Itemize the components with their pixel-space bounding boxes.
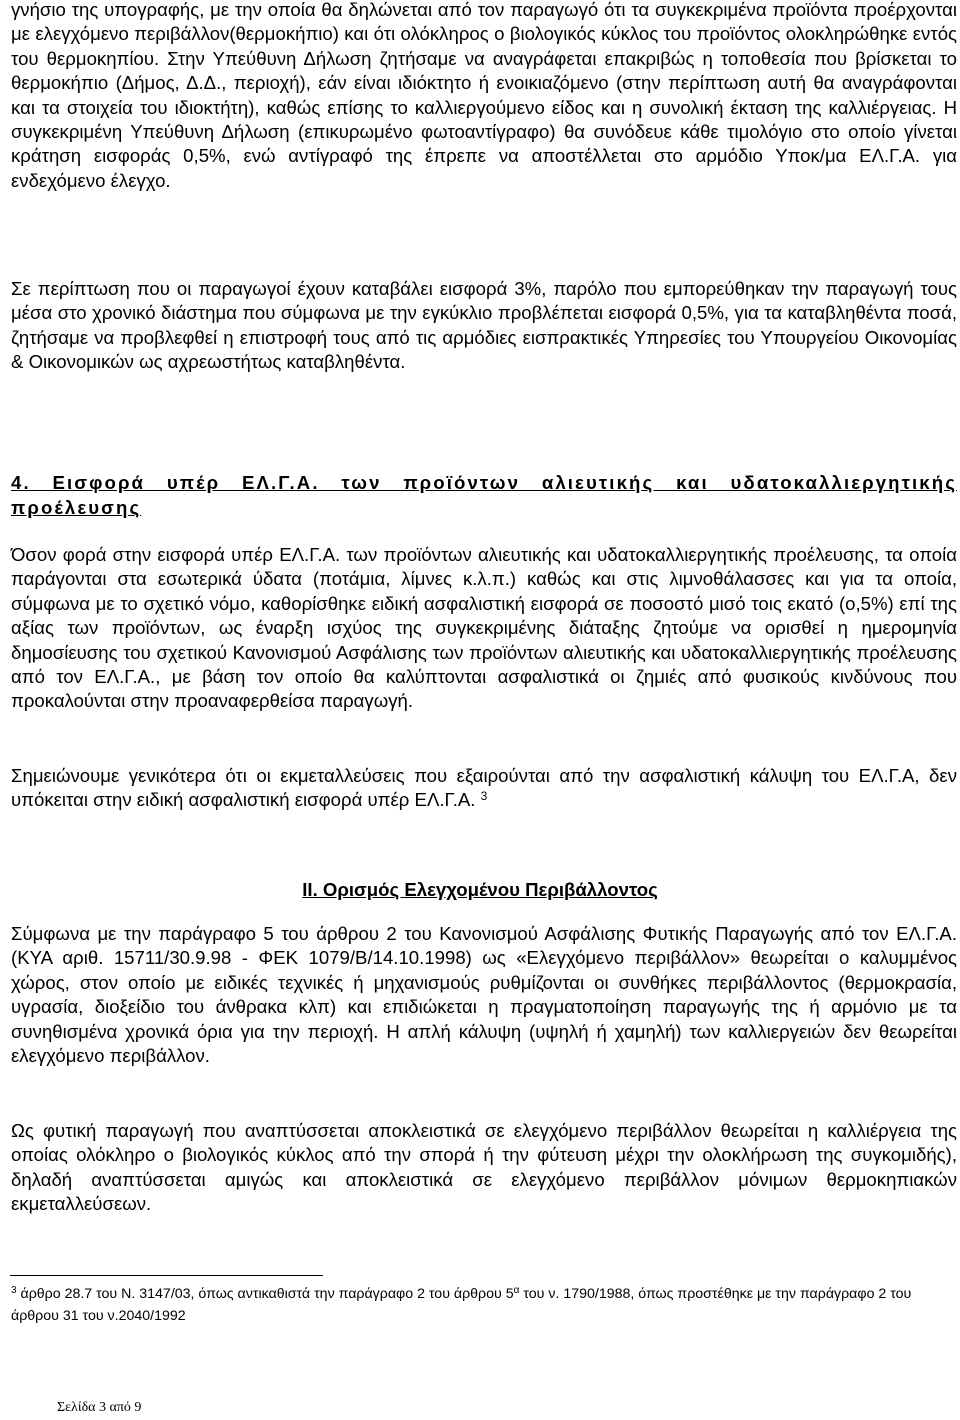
section-4-heading: 4. Εισφορά υπέρ ΕΛ.Γ.Α. των προϊόντων αλιευτικής και υδατοκαλλιεργητικής προέλευσης (11, 472, 957, 518)
paragraph-note: Σημειώνουμε γενικότερα ότι οι εκμεταλλεύσεις που εξαιρούνται από την ασφαλιστική κάλυψη του ΕΛ.Γ.Α, δεν υπόκειται στην ειδική ασφαλιστική εισφορά υπέρ ΕΛ.Γ.Α. $^3$ (11, 765, 957, 811)
footnote-superscript: α (513, 1285, 520, 1296)
footnote-reference[interactable]: 3 (480, 789, 488, 804)
footnote (11, 1284, 957, 1326)
section-II-heading: ΙΙ. Ορισμός Ελεγχομένου Περιβάλλοντος (302, 879, 658, 900)
paragraph-refund: Σε περίπτωση που οι παραγωγοί έχουν καταβάλει εισφορά 3%, παρόλο που εμπορεύθηκαν την παραγωγή τους μέσα στο χρονικό διάστημα που σύμφωνα με την εγκύκλιο προβλέπεται εισφορά 0,5%, για τα καταβληθέντα ποσά, ζητήσαμε να προβλεφθεί η επιστροφή τους από τις αρμόδιες εισπρακτικές Υπηρεσίες του Υπουργείου Οικονομίας & Οικονομικών ως αχρεωστήτως καταβληθέντα. (11, 278, 957, 373)
footnote-text-before: άρθρο 28.7 του Ν. 3147/03, όπως αντικαθιστά την παράγραφο 2 του άρθρου 5 (20, 1286, 514, 1302)
paragraph-plant-production: Ως φυτική παραγωγή που αναπτύσσεται αποκλειστικά σε ελεγχόμενο περιβάλλον θεωρείται η καλλιέργεια της οποίας ολόκληρο ο βιολογικός κύκλος από την σπορά ή την φύτευση μέχρι την ολοκλήρωση της συγκομιδής), δηλαδή αναπτύσσεται αμιγώς και αποκλειστικά σε ελεγχόμενο περιβάλλον μόνιμων θερμοκηπιακών εκμεταλλεύσεων. (11, 1120, 957, 1215)
paragraph-definition: Σύμφωνα με την παράγραφο 5 του άρθρου 2 του Κανονισμού Ασφάλισης Φυτικής Παραγωγής από τον ΕΛ.Γ.Α. (ΚΥΑ αριθ. 15711/30.9.98 - ΦΕΚ 1079/Β/14.10.1998) ως «Ελεγχόμενο περιβάλλον» θεωρείται ο καλυμμένος χώρος, στον οποίο με ειδικές τεχνικές ή μηχανισμούς ρυθμίζονται οι συνθήκες περιβάλλοντος (θερμοκρασία, υγρασία, διοξείδιο του άνθρακα κλπ) και επιδιώκεται η πραγματοποίηση παραγωγής της ή αρμόνιο με τα συνηθισμένα χρονικά όρια για την περιοχή. Η απλή κάλυψη (υψηλή ή χαμηλή) των καλλιεργειών δεν θεωρείται ελεγχόμενο περιβάλλον. (11, 923, 957, 1067)
footnote-number: 3 (11, 1285, 17, 1296)
paragraph-fishery: Όσον φορά στην εισφορά υπέρ ΕΛ.Γ.Α. των προϊόντων αλιευτικής και υδατοκαλλιεργητικής προέλευσης, τα οποία παράγονται στα εσωτερικά ύδατα (ποτάμια, λίμνες κ.λ.π.) καθώς και στις λιμνοθάλασσες και για τα οποία, σύμφωνα με το σχετικό νόμο, καθορίσθηκε ειδική ασφαλιστική εισφορά σε ποσοστό μισό τοις εκατό (ο,5%) επί της αξίας των προϊόντων, ως έναρξη ισχύος της συγκεκριμένης διάταξης ζητούμε να ορισθεί η ημερομηνία δημοσίευσης του σχετικού Κανονισμού Ασφάλισης των προϊόντων αλιευτικής και υδατοκαλλιεργητικής προέλευσης από τον ΕΛ.Γ.Α., με βάση τον οποίο θα καλύπτονται ασφαλιστικά οι ζημιές από φυσικούς κινδύνους που προκαλούνται στην προαναφερθείσα παραγωγή. (11, 544, 957, 712)
footnote-text-after: του ν. 1790/1988, όπως προστέθηκε με την παράγραφο 2 του άρθρου 31 του ν.2040/1992 (11, 1286, 912, 1324)
page-number: Σελίδα 3 από 9 (57, 1400, 142, 1415)
paragraph-intro: γνήσιο της υπογραφής, με την οποία θα δηλώνεται από τον παραγωγό ότι τα συγκεκριμένα προϊόντα προέρχονται με ελεγχόμενο περιβάλλον(θερμοκήπιο) και ότι ολόκληρος ο βιολογικός κύκλος του προϊόντος ολοκληρώθηκε εντός του θερμοκηπίου. Στην Υπεύθυνη Δήλωση ζητήσαμε να αναγράφεται επακριβώς η τοποθεσία που βρίσκεται το θερμοκήπιο (Δήμος, Δ.Δ., περιοχή), εάν είναι ιδιόκτητο ή ενοικιαζόμενο (στην περίπτωση αυτή θα αναγράφονται και τα στοιχεία του ιδιοκτήτη), καθώς επίσης το καλλιεργούμενο είδος και η συνολική έκταση της καλλιέργειας. Η συγκεκριμένη Υπεύθυνη Δήλωση (επικυρωμένο φωτοαντίγραφο) θα συνόδευε κάθε τιμολόγιο στο οποίο γίνεται κράτηση εισφοράς 0,5%, ενώ αντίγραφό της έπρεπε να αποστέλλεται στο αρμόδιο Υποκ/μα ΕΛ.Γ.Α. για ενδεχόμενο έλεγχο. (11, 0, 957, 191)
footnote-divider (10, 1275, 323, 1276)
